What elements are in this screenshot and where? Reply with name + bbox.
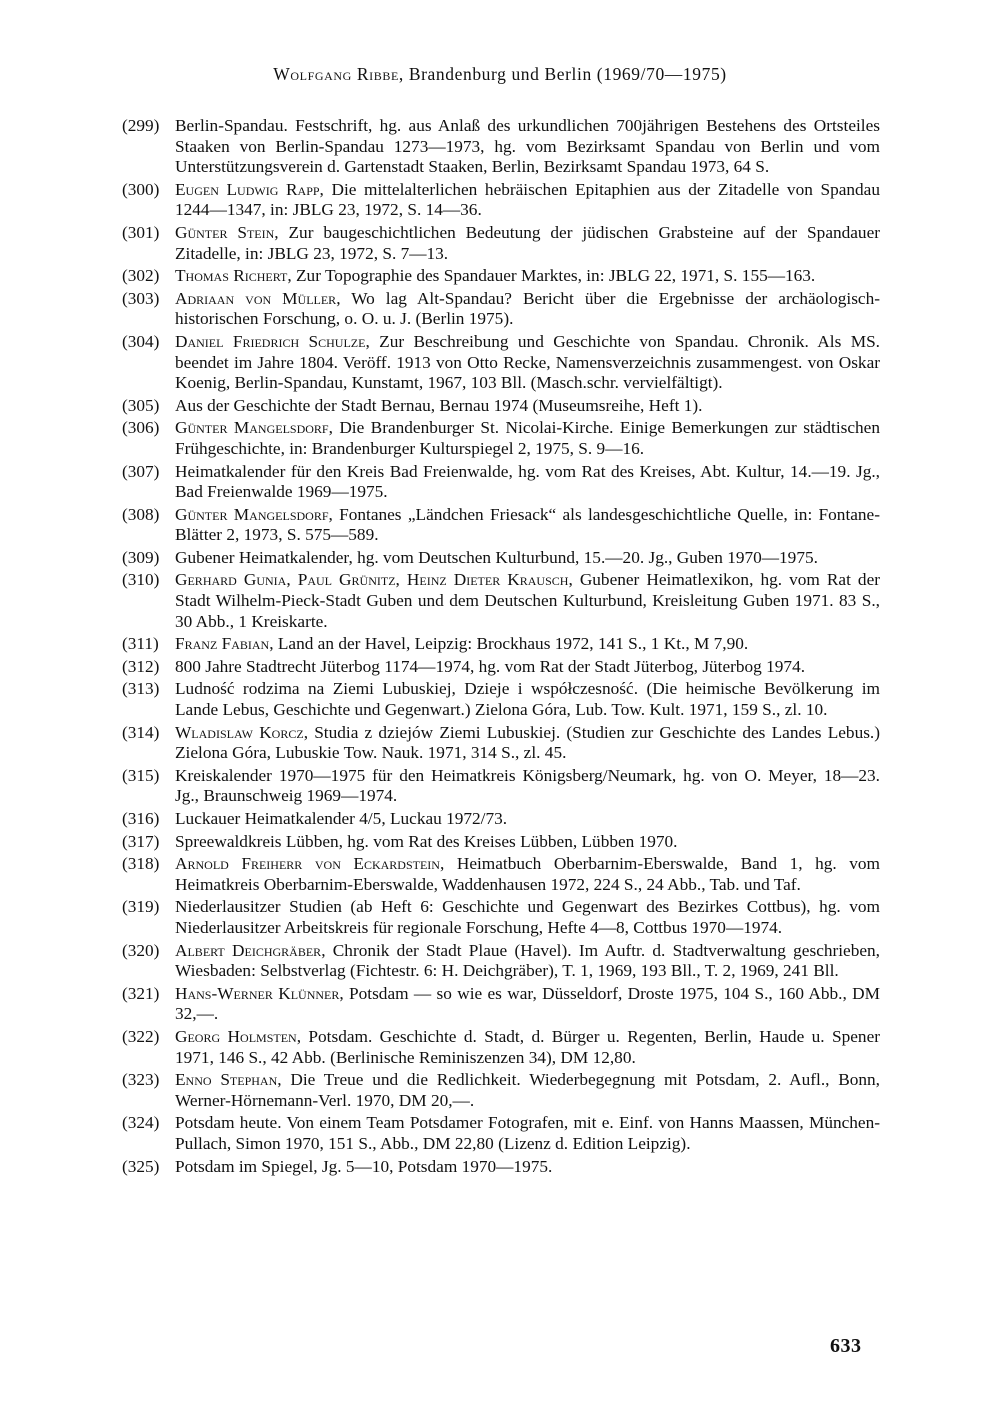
entry-number: (324) (122, 1113, 160, 1133)
running-head (0, 64, 1000, 85)
entry-text: Gubener Heimatkalender, hg. vom Deutschen Kulturbund, 15.—20. Jg., Guben 1970—1975. (175, 547, 818, 567)
entry-number: (307) (122, 461, 160, 481)
entry-number: (323) (122, 1070, 160, 1090)
bibliography-entry (122, 1157, 880, 1178)
bibliography-entry (122, 266, 880, 287)
bibliography-entry (122, 1070, 880, 1111)
entry-text: Kreiskalender 1970—1975 für den Heimatkreis Königsberg/Neumark, hg. von O. Meyer, 18—23. Jg., Braunschweig 1969—1974. (175, 765, 880, 806)
entry-number: (314) (122, 722, 160, 742)
entry-number: (309) (122, 547, 160, 567)
entry-text: , Zur Topographie des Spandauer Marktes, in: JBLG 22, 1971, S. 155—163. (287, 266, 816, 286)
entry-text: 800 Jahre Stadtrecht Jüterbog 1174—1974, hg. vom Rat der Stadt Jüterbog, Jüterbog 1974. (175, 656, 806, 676)
entry-author: Günter Mangelsdorf (175, 418, 329, 438)
bibliography-entry (122, 289, 880, 330)
bibliography-entry (122, 854, 880, 895)
entry-text: Luckauer Heimatkalender 4/5, Luckau 1972/73. (175, 809, 508, 828)
bibliography-entry (122, 809, 880, 830)
running-head-author: Wolfgang Ribbe (273, 64, 399, 84)
entry-number: (317) (122, 831, 160, 851)
entry-text: , Studia z dziejów Ziemi Lubuskiej. (Studien zur Geschichte des Landes Lebus.) Zielona Góra, Lubuskie Tow. Nauk. 1971, 314 S., zl. 45. (175, 722, 881, 763)
entry-text: Aus der Geschichte der Stadt Bernau, Bernau 1974 (Museumsreihe, Heft 1). (175, 395, 703, 415)
bibliography-entry (122, 679, 880, 720)
entry-text: , Die Brandenburger St. Nicolai-Kirche. Einige Bemerkungen zur städtischen Frühgeschichte, in: Brandenburger Kulturspiegel 2, 1975, S. 9—16. (175, 418, 880, 458)
entry-author: Georg Holmsten (175, 1026, 297, 1046)
entry-number: (310) (122, 570, 160, 590)
entry-number: (299) (122, 116, 160, 135)
entry-number: (325) (122, 1156, 160, 1176)
entry-number: (319) (122, 897, 160, 917)
entry-author: Franz Fabian (175, 634, 270, 654)
entry-author: Gerhard Gunia, Paul Grünitz, Heinz Dieter Krausch (175, 570, 569, 590)
bibliography-entry (122, 941, 880, 982)
bibliography-entry (122, 223, 880, 264)
entry-text: , Zur Beschreibung und Geschichte von Spandau. Chronik. Als MS. beendet im Jahre 1804. Veröff. 1913 von Otto Recke, Namensverzeichnis zusammengest. von Oskar Koenig, Berlin-Spandau, Kunstamt, 1967, 103 Bll. (Masch.schr. vervielfältigt). (175, 331, 880, 393)
bibliography-entry (122, 548, 880, 569)
entry-text: Berlin-Spandau. Festschrift, hg. aus Anlaß des urkundlichen 700jährigen Bestehens des Ortsteiles Staaken von Berlin-Spandau 1273—1973, hg. vom Bezirksamt Spandau von Berlin und vom Unterstützungsverein d. Gartenstadt Staaken, Berlin, Bezirksamt Spandau 1973, 64 S. (175, 116, 880, 177)
entry-number: (313) (122, 679, 160, 699)
entry-text: , Chronik der Stadt Plaue (Havel). Im Auftr. d. Stadtverwaltung geschrieben, Wiesbaden: Selbstverlag (Fichtestr. 6: H. Deichgräber), T. 1, 1969, 193 Bll., T. 2, 1969, 241 Bll. (175, 940, 881, 981)
bibliography-entry (122, 657, 880, 678)
entry-number: (301) (122, 222, 160, 242)
entry-number: (322) (122, 1026, 160, 1046)
entry-text: , Fontanes „Ländchen Friesack“ als landesgeschichtliche Quelle, in: Fontane-Blätter 2, 1973, S. 575—589. (175, 504, 880, 545)
entry-number: (321) (122, 983, 160, 1003)
bibliography-entry (122, 984, 880, 1025)
entry-text: , Heimatbuch Oberbarnim-Eberswalde, Band 1, hg. vom Heimatkreis Oberbarnim-Eberswalde, Waddenhausen 1972, 224 S., 24 Abb., Tab. und Taf. (175, 854, 880, 894)
entry-text: , Wo lag Alt-Spandau? Bericht über die Ergebnisse der archäologisch-historischen Forschung, o. O. u. J. (Berlin 1975). (175, 288, 880, 329)
bibliography-entry (122, 505, 880, 546)
entry-text: Potsdam im Spiegel, Jg. 5—10, Potsdam 1970—1975. (175, 1156, 553, 1176)
entry-number: (312) (122, 656, 160, 676)
bibliography-entry (122, 832, 880, 853)
entry-author: Hans-Werner Klünner (175, 983, 340, 1003)
entry-number: (318) (122, 854, 160, 874)
bibliography-entry (122, 116, 880, 178)
bibliography-entry (122, 570, 880, 632)
bibliography-entry (122, 180, 880, 221)
entry-text: Heimatkalender für den Kreis Bad Freienwalde, hg. vom Rat des Kreises, Abt. Kultur, 14.—19. Jg., Bad Freienwalde 1969—1975. (175, 461, 880, 502)
bibliography-entry (122, 462, 880, 503)
entry-number: (306) (122, 418, 160, 438)
entry-author: Arnold Freiherr von Eckardstein (175, 854, 440, 874)
bibliography-entry (122, 332, 880, 394)
entry-author: Enno Stephan (175, 1070, 278, 1090)
entry-text: , Land an der Havel, Leipzig: Brockhaus 1972, 141 S., 1 Kt., M 7,90. (269, 634, 749, 654)
entry-number: (300) (122, 179, 160, 199)
bibliography-entry (122, 766, 880, 807)
entry-number: (302) (122, 266, 160, 286)
entry-author: Thomas Richert (175, 266, 288, 286)
entry-author: Günter Mangelsdorf (175, 504, 329, 524)
bibliography-list (122, 116, 880, 1179)
page-number: 633 (830, 1335, 862, 1357)
entry-author: Adriaan von Müller (175, 288, 337, 308)
entry-author: Eugen Ludwig Rapp (175, 179, 320, 199)
entry-number: (305) (122, 395, 160, 415)
entry-text: , Potsdam. Geschichte d. Stadt, d. Bürger u. Regenten, Berlin, Haude u. Spener 1971, 146 S., 42 Abb. (Berlinische Reminiszenzen 34), DM 12,80. (175, 1026, 880, 1067)
entry-text: , Potsdam — so wie es war, Düsseldorf, Droste 1975, 104 S., 160 Abb., DM 32,—. (175, 983, 880, 1024)
bibliography-entry (122, 418, 880, 459)
entry-text: , Gubener Heimatlexikon, hg. vom Rat der Stadt Wilhelm-Pieck-Stadt Guben und dem Deutschen Kulturbund, Kreisleitung Guben 1971. 83 S., 30 Abb., 1 Kreiskarte. (175, 570, 880, 631)
entry-number: (315) (122, 765, 160, 785)
entry-text: Ludność rodzima na Ziemi Lubuskiej, Dzieje i współczesność. (Die heimische Bevölkerung im Lande Lebus, Geschichte und Gegenwart.) Zielona Góra, Lub. Tow. Kult. 1971, 159 S., zl. 10. (175, 679, 880, 720)
entry-author: Albert Deichgräber (175, 940, 322, 960)
bibliography-entry (122, 1027, 880, 1068)
entry-text: , Zur baugeschichtlichen Bedeutung der jüdischen Grabsteine auf der Spandauer Zitadelle, in: JBLG 23, 1972, S. 7—13. (175, 222, 881, 263)
entry-number: (308) (122, 504, 160, 524)
entry-author: Wladislaw Korcz (175, 722, 304, 742)
entry-text: , Die mittelalterlichen hebräischen Epitaphien aus der Zitadelle von Spandau 1244—1347, in: JBLG 23, 1972, S. 14—36. (175, 179, 880, 220)
entry-number: (304) (122, 331, 160, 351)
entry-text: Potsdam heute. Von einem Team Potsdamer Fotografen, mit e. Einf. von Hanns Maassen, München-Pullach, Simon 1970, 151 S., Abb., DM 22,80 (Lizenz d. Edition Leipzig). (175, 1113, 880, 1153)
entry-number: (311) (122, 634, 159, 654)
bibliography-entry (122, 634, 880, 655)
bibliography-entry (122, 396, 880, 417)
bibliography-entry (122, 723, 880, 764)
running-head-title: , Brandenburg und Berlin (1969/70—1975) (398, 64, 727, 84)
entry-number: (320) (122, 940, 160, 960)
entry-author: Günter Stein (175, 222, 275, 242)
entry-text: Niederlausitzer Studien (ab Heft 6: Geschichte und Gegenwart des Bezirkes Cottbus), hg. vom Niederlausitzer Arbeitskreis für regionale Forschung, Hefte 4—8, Cottbus 1970—1974. (175, 897, 880, 937)
entry-text: Spreewaldkreis Lübben, hg. vom Rat des Kreises Lübben, Lübben 1970. (175, 831, 678, 851)
entry-author: Daniel Friedrich Schulze (175, 331, 366, 351)
bibliography-entry (122, 897, 880, 938)
entry-number: (303) (122, 288, 160, 308)
entry-text: , Die Treue und die Redlichkeit. Wiederbegegnung mit Potsdam, 2. Aufl., Bonn, Werner-Hörnemann-Verl. 1970, DM 20,—. (175, 1070, 880, 1110)
bibliography-entry (122, 1113, 880, 1154)
entry-number: (316) (122, 809, 160, 828)
